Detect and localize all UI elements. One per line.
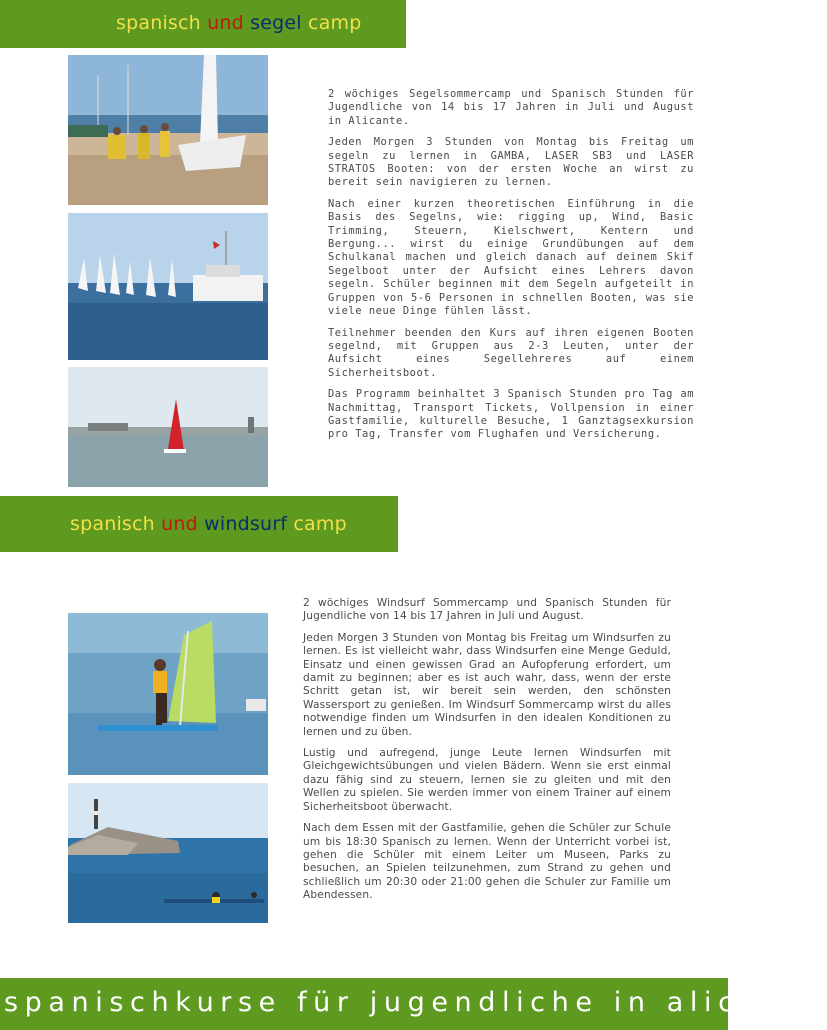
segel-paragraph-3: Nach einer kurzen theoretischen Einführung in die Basis des Segelns, wie: rigging up, Wind, Basic Trimming, Steuern, Kielschwert, Kentern und Bergung... wirst du einige Grundübungen auf dem Schulkanal machen und gleich danach auf deinem Skif Segelboot unter der Aufsicht eines Lehrers davon segeln. Schüler beginnen mit dem Segeln aufgeteilt in Gruppen von 5-6 Personen in schnellen Booten, was sie viele neue Dinge fühlen lässt. [328,197,694,318]
title-word-und: und [161,513,198,535]
windsurf-paragraph-3: Lustig und aufregend, junge Leute lernen Windsurfen mit Gleichgewichtsübungen und vielen Bädern. Wenn sie erst einmal dazu fähig sind zu steuern, lernen sie zu gleiten und mit den Wellen zu spielen. Sie werden immer von einem Trainer auf einem Sicherheitsboot überwacht. [303,747,671,813]
windsurf-paragraph-2: Jeden Morgen 3 Stunden von Montag bis Freitag um Windsurfen zu lernen. Es ist vielleicht wahr, dass Windsurfen eine Menge Geduld, Einsatz und einen gewissen Grad an Aufopferung erfordert, um damit zu beginnen; aber es ist auch wahr, dass, wenn der erste Schritt getan ist, wir bereit sein werden, den schönsten Wassersport zu genießen. Im Windsurf Sommercamp wirst du alles notwendige finden um Windsurfen in den idealen Konditionen zu lernen und zu üben. [303,631,671,738]
red-sail-photo [68,367,268,487]
windsurf-paragraph-1: 2 wöchiges Windsurf Sommercamp und Spanisch Stunden für Jugendliche von 14 bis 17 Jahren in Juli und August. [303,597,671,623]
segel-camp-title [116,12,362,34]
title-word-spanisch: spanisch [116,12,201,34]
footer-banner [0,978,827,1030]
segel-camp-description [328,88,694,450]
regatta-photo [68,213,268,360]
segel-paragraph-4: Teilnehmer beenden den Kurs auf ihren eigenen Booten segelnd, mit Gruppen aus 2-3 Leuten, unter der Aufsicht eines Segellehreres auf einem Sicherheitsboot. [328,326,694,379]
title-word-camp: camp [293,513,347,535]
windsurf-camp-description [303,597,671,911]
segel-paragraph-2: Jeden Morgen 3 Stunden von Montag bis Freitag um segeln zu lernen in GAMBA, LASER SB3 und LASER STRATOS Booten: von der ersten Woche an wirst zu bereit sein navigieren zu lernen. [328,136,694,189]
title-word-und: und [207,12,244,34]
windsurfer-photo [68,613,268,775]
footer-title: spanischkurse für jugendliche in alicante [4,987,827,1018]
title-word-windsurf: windsurf [204,513,288,535]
windsurf-camp-banner [0,496,398,552]
title-word-spanisch: spanisch [70,513,155,535]
windsurf-camp-title [70,513,347,535]
segel-paragraph-1: 2 wöchiges Segelsommercamp und Spanisch Stunden für Jugendliche von 14 bis 17 Jahren in Juli und August in Alicante. [328,88,694,127]
harbor-lesson-photo [68,783,268,923]
title-word-segel: segel [250,12,302,34]
segel-paragraph-5: Das Programm beinhaltet 3 Spanisch Stunden pro Tag am Nachmittag, Transport Tickets, Vollpension in einer Gastfamilie, kulturelle Besuche, 1 Ganztagsexkursion pro Tag, Transfer vom Flughafen und Versicherung. [328,388,694,441]
segel-camp-banner [0,0,406,48]
title-word-camp: camp [308,12,362,34]
windsurf-paragraph-4: Nach dem Essen mit der Gastfamilie, gehen die Schüler zur Schule um bis 18:30 Spanisch zu lernen. Wenn der Unterricht vorbei ist, gehen die Schüler mit einem Leiter um Museen, Parks zu besuchen, an Spielen teilzunehmen, zum Strand zu gehen und schließlich um 20:30 oder 21:00 gehen die Schuler zur Familie um Abendessen. [303,822,671,902]
beach-sailboats-photo [68,55,268,205]
